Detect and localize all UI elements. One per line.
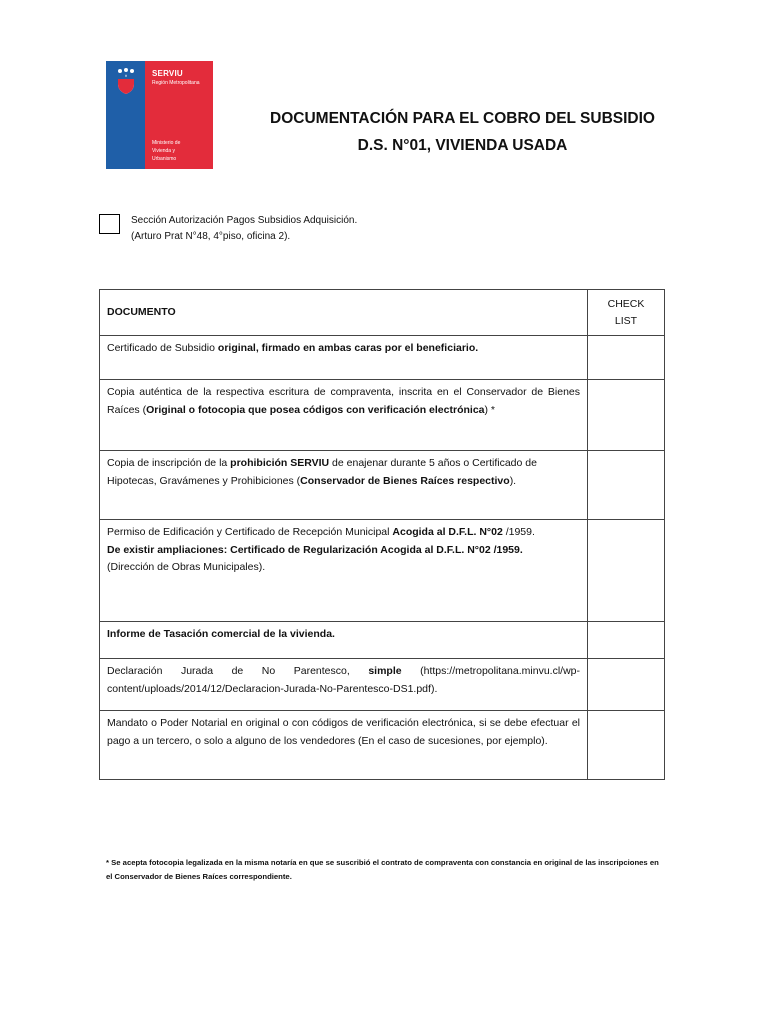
documents-table: [99, 289, 665, 780]
document-cell: Declaración Jurada de No Parentesco, simple (https://metropolitana.minvu.cl/wp-content/uploads/2014/12/Declaracion-Jurada-No-Parentesco-DS1.pdf).: [100, 659, 588, 711]
document-title-line1: DOCUMENTACIÓN PARA EL COBRO DEL SUBSIDIO: [270, 110, 655, 127]
chile-coat-of-arms-icon: [114, 67, 138, 95]
section-address: (Arturo Prat N°48, 4°piso, oficina 2).: [131, 231, 291, 242]
serviu-logo: [106, 61, 213, 169]
logo-region: Región Metropolitana: [152, 80, 200, 86]
check-cell[interactable]: [588, 336, 665, 380]
check-cell[interactable]: [588, 622, 665, 659]
check-cell[interactable]: [588, 451, 665, 520]
table-row: [100, 336, 665, 380]
document-title-line2: D.S. N°01, VIVIENDA USADA: [357, 137, 568, 154]
logo-ministry: Ministerio de Vivienda y Urbanismo: [152, 140, 181, 162]
table-row: [100, 380, 665, 451]
table-row: [100, 520, 665, 622]
section-name: Sección Autorización Pagos Subsidios Adquisición.: [131, 215, 358, 226]
check-cell[interactable]: [588, 520, 665, 622]
table-row: [100, 659, 665, 711]
footnote: * Se acepta fotocopia legalizada en la misma notaría en que se suscribió el contrato de compraventa con constancia en original de las inscripciones en el Conservador de Bienes Raíces correspondiente.: [106, 858, 659, 881]
document-cell: Certificado de Subsidio original, firmado en ambas caras por el beneficiario.: [100, 336, 588, 380]
header-check-list: CHECK LIST: [588, 290, 665, 336]
check-cell[interactable]: [588, 711, 665, 780]
check-cell[interactable]: [588, 659, 665, 711]
table-row: [100, 622, 665, 659]
section-info: [131, 213, 357, 245]
section-checkbox[interactable]: [99, 214, 120, 234]
table-row: [100, 711, 665, 780]
document-cell: Copia auténtica de la respectiva escritura de compraventa, inscrita en el Conservador de Bienes Raíces (Original o fotocopia que posea códigos con verificación electrónica) *: [100, 380, 588, 451]
document-cell: Permiso de Edificación y Certificado de Recepción Municipal Acogida al D.F.L. N°02 /1959. De existir ampliaciones: Certificado de Regularización Acogida al D.F.L. N°02 /1959. (Dirección de Obras Municipales).: [100, 520, 588, 622]
header-documento: DOCUMENTO: [100, 290, 588, 336]
logo-org-name: SERVIU: [152, 69, 183, 78]
check-cell[interactable]: [588, 380, 665, 451]
table-header-row: [100, 290, 665, 336]
document-cell: Informe de Tasación comercial de la vivienda.: [100, 622, 588, 659]
table-row: [100, 451, 665, 520]
document-cell: Copia de inscripción de la prohibición SERVIU de enajenar durante 5 años o Certificado de Hipotecas, Gravámenes y Prohibiciones (Conservador de Bienes Raíces respectivo).: [100, 451, 588, 520]
document-cell: Mandato o Poder Notarial en original o con códigos de verificación electrónica, si se debe efectuar el pago a un tercero, o solo a alguno de los vendedores (En el caso de sucesiones, por ejemplo).: [100, 711, 588, 780]
